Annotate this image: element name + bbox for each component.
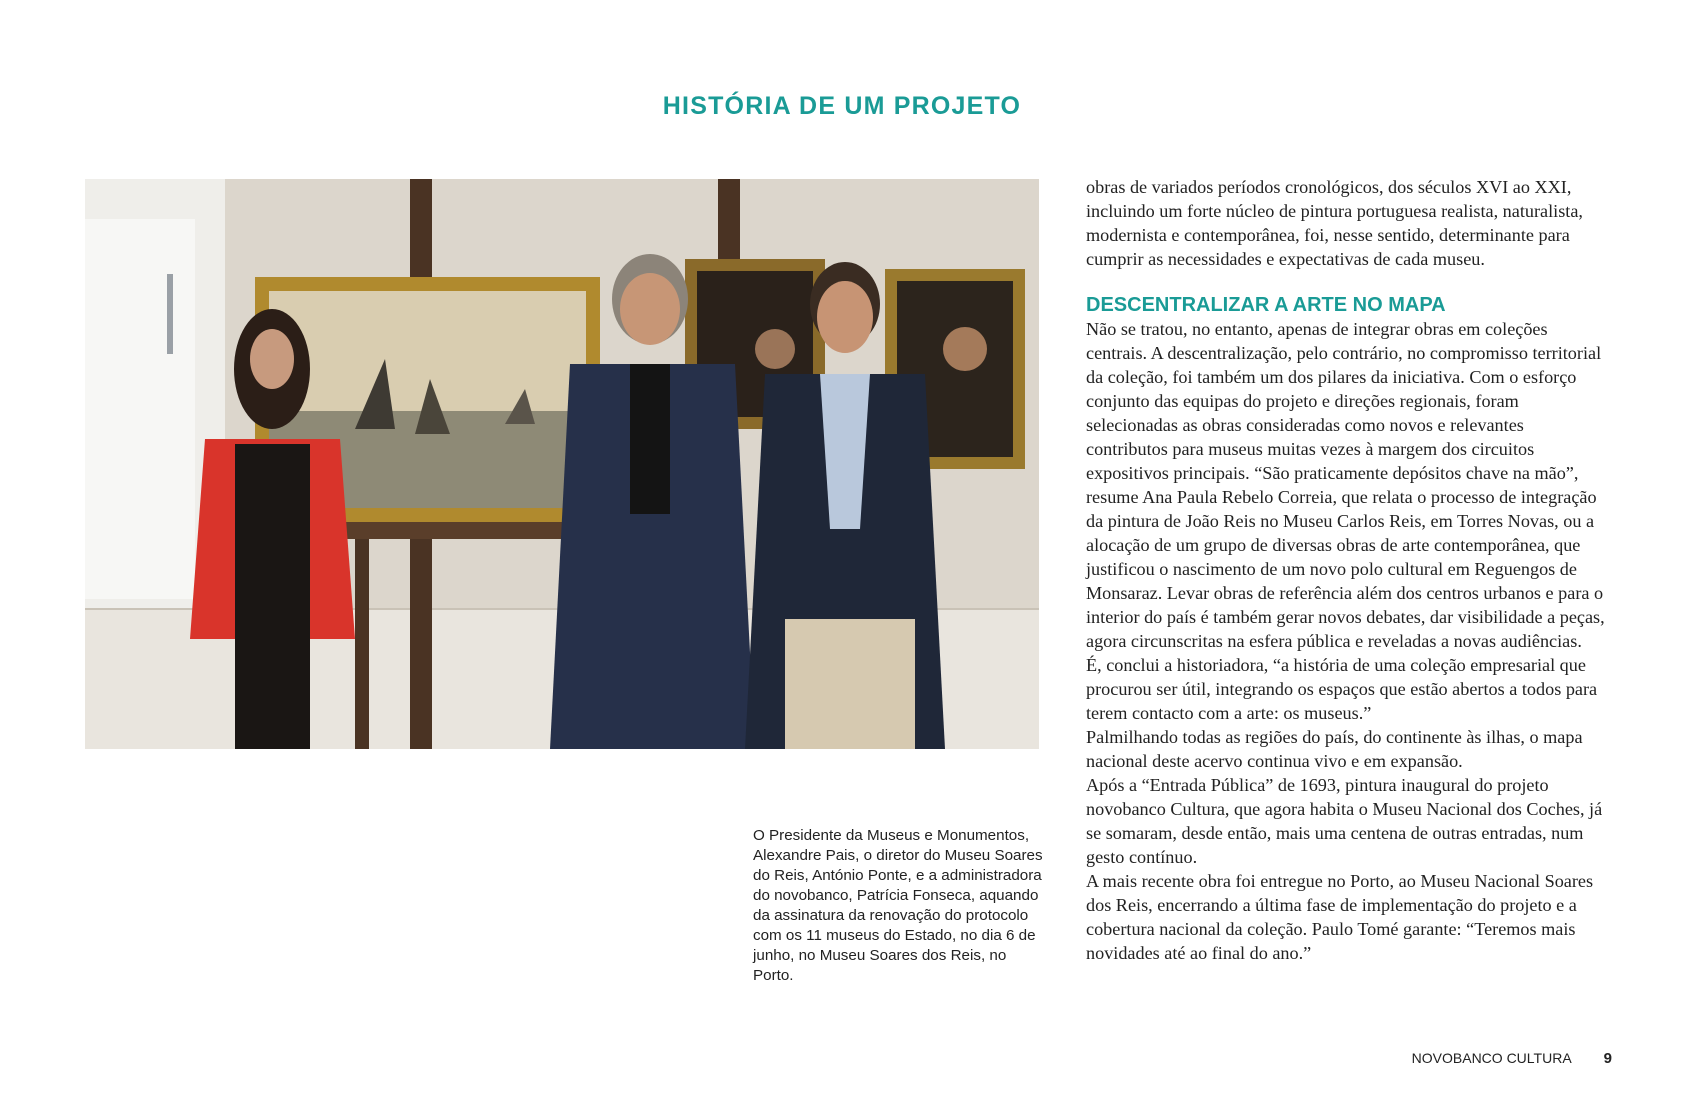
article-intro: obras de variados períodos cronológicos, dos séculos XVI ao XXI, incluindo um forte núcleo de pintura portuguesa realista, naturalista, modernista e contemporânea, foi, nesse sentido, determinante para cumprir as necessidades e expectativas de cada museu. xyxy=(1086,177,1583,269)
article-paragraph: Palmilhando todas as regiões do país, do continente às ilhas, o mapa nacional deste acervo continua vivo e em expansão. xyxy=(1086,727,1583,771)
page-title: HISTÓRIA DE UM PROJETO xyxy=(662,92,1022,120)
event-photo xyxy=(85,179,1039,749)
article-paragraph: Não se tratou, no entanto, apenas de integrar obras em coleções centrais. A descentralização, pelo contrário, no compromisso territorial da coleção, foi também um dos pilares da iniciativa. Com o esforço conjunto das equipas do projeto e direções regionais, foram selecionadas as obras consideradas como novos e relevantes contributos para museus muitas vezes à margem dos circuitos expositivos principais. “São praticamente depósitos chave na mão”, resume Ana Paula Rebelo Correia, que relata o processo de integração da pintura de João Reis no Museu Carlos Reis, em Torres Novas, ou a alocação de um grupo de diversas obras de arte contemporânea, que justificou o nascimento de um novo polo cultural em Reguengos de Monsaraz. Levar obras de referência além dos centros urbanos e para o interior do país é também gerar novos debates, dar visibilidade a peças, agora circunscritas na esfera pública e reveladas a novas audiências. xyxy=(1086,319,1605,651)
page-number: 9 xyxy=(1603,1050,1612,1067)
photo-icon xyxy=(85,179,1039,749)
article-paragraph: A mais recente obra foi entregue no Porto, ao Museu Nacional Soares dos Reis, encerrando a última fase de implementação do projeto e a cobertura nacional da coleção. Paulo Tomé garante: “Teremos mais novidades até ao final do ano.” xyxy=(1086,871,1594,963)
article-paragraph: Após a “Entrada Pública” de 1693, pintura inaugural do projeto novobanco Cultura, que agora habita o Museu Nacional dos Coches, já se somaram, desde então, mais uma centena de outras entradas, num gesto contínuo. xyxy=(1086,775,1603,867)
footer-brand: NOVOBANCO CULTURA xyxy=(1411,1050,1572,1066)
article-paragraph: É, conclui a historiadora, “a história de uma coleção empresarial que procurou ser útil, integrando os espaços que estão abertos a todos para terem contacto com a arte: os museus.” xyxy=(1086,655,1598,723)
photo-caption: O Presidente da Museus e Monumentos, Alexandre Pais, o diretor do Museu Soares do Reis, António Ponte, e a administradora do novobanco, Patrícia Fonseca, aquando da assinatura da renovação do protocolo com os 11 museus do Estado, no dia 6 de junho, no Museu Soares dos Reis, no Porto. xyxy=(753,827,1043,984)
page-footer xyxy=(1412,1050,1612,1067)
section-heading: DESCENTRALIZAR A ARTE NO MAPA xyxy=(1086,294,1446,316)
article-body xyxy=(1086,175,1606,965)
